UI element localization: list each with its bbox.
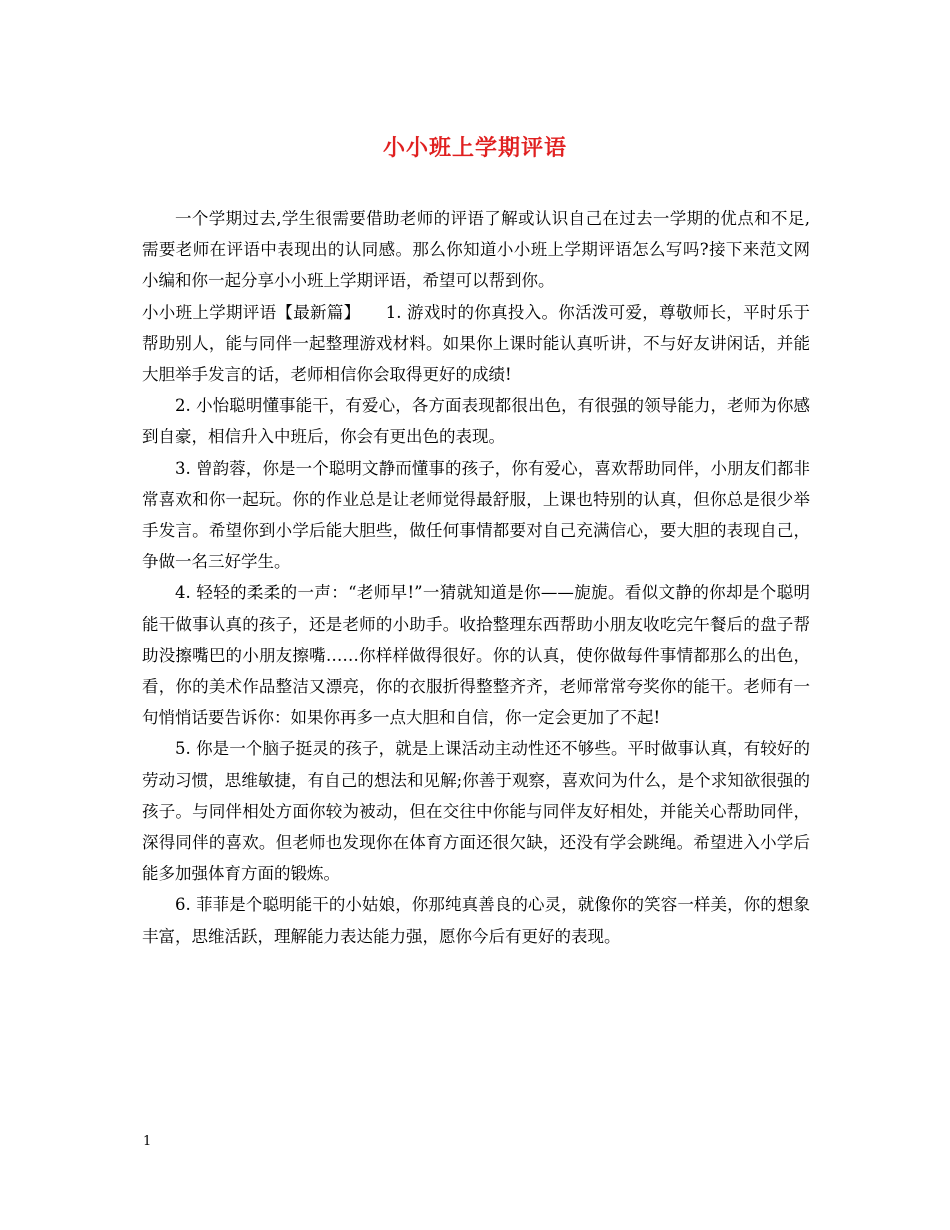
paragraph-intro: 一个学期过去,学生很需要借助老师的评语了解或认识自己在过去一学期的优点和不足,需要老师在评语中表现出的认同感。那么你知道小小班上学期评语怎么写吗?接下来范文网小编和你一起分享小小班上学期评语，希望可以帮到你。 xyxy=(142,209,810,291)
document-body xyxy=(142,203,810,952)
paragraph-comment-6: 6. 菲菲是个聪明能干的小姑娘，你那纯真善良的心灵，就像你的笑容一样美，你的想象丰富，思维活跃，理解能力表达能力强，愿你今后有更好的表现。 xyxy=(142,895,810,946)
paragraph-section-heading: 小小班上学期评语【最新篇】 1. 游戏时的你真投入。你活泼可爱，尊敬师长，平时乐于帮助别人，能与同伴一起整理游戏材料。如果你上课时能认真听讲，不与好友讲闲话，并能大胆举手发言的话，老师相信你会取得更好的成绩! xyxy=(142,302,810,385)
paragraph-comment-3: 3. 曾韵蓉，你是一个聪明文静而懂事的孩子，你有爱心，喜欢帮助同伴，小朋友们都非常喜欢和你一起玩。你的作业总是让老师觉得最舒服，上课也特别的认真，但你总是很少举手发言。希望你到小学后能大胆些，做任何事情都要对自己充满信心，要大胆的表现自己，争做一名三好学生。 xyxy=(142,458,810,572)
page-number: 1 xyxy=(143,1134,152,1149)
paragraph-comment-2: 2. 小怡聪明懂事能干，有爱心，各方面表现都很出色，有很强的领导能力，老师为你感到自豪，相信升入中班后，你会有更出色的表现。 xyxy=(142,396,810,447)
document-title: 小小班上学期评语 xyxy=(382,135,567,161)
paragraph-comment-5: 5. 你是一个脑子挺灵的孩子，就是上课活动主动性还不够些。平时做事认真，有较好的劳动习惯，思维敏捷，有自己的想法和见解;你善于观察，喜欢问为什么，是个求知欲很强的孩子。与同伴相处方面你较为被动，但在交往中你能与同伴友好相处，并能关心帮助同伴，深得同伴的喜欢。但老师也发现你在体育方面还很欠缺，还没有学会跳绳。希望进入小学后能多加强体育方面的锻炼。 xyxy=(142,739,810,884)
paragraph-comment-4: 4. 轻轻的柔柔的一声：“老师早!”一猜就知道是你——旎旎。看似文静的你却是个聪明能干做事认真的孩子，还是老师的小助手。收拾整理东西帮助小朋友收吃完午餐后的盘子帮助没擦嘴巴的小朋友擦嘴……你样样做得很好。你的认真，使你做每件事情都那么的出色，看，你的美术作品整洁又漂亮，你的衣服折得整整齐齐，老师常常夸奖你的能干。老师有一句悄悄话要告诉你：如果你再多一点大胆和自信，你一定会更加了不起! xyxy=(142,583,810,728)
